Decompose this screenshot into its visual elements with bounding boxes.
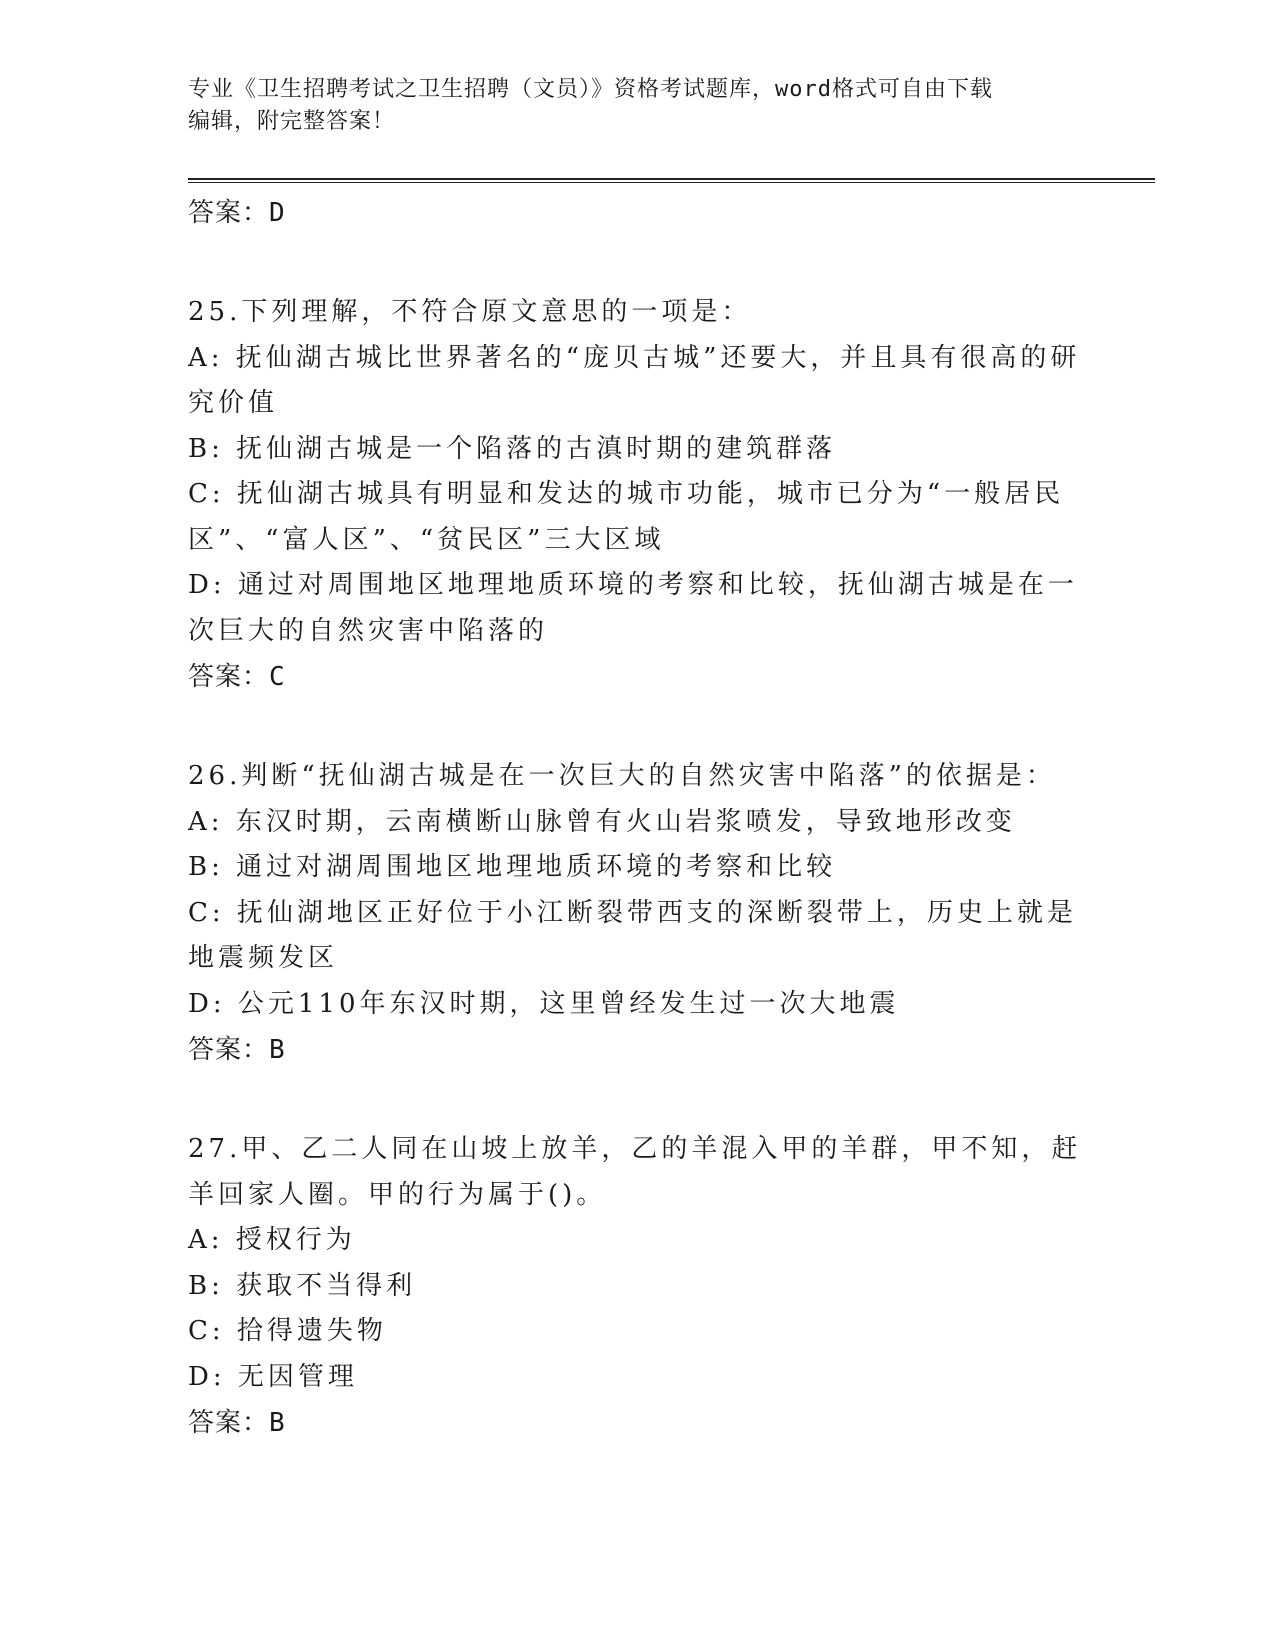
header-line-2: 编辑，附完整答案！ xyxy=(188,109,396,134)
question-text: 26.判断“抚仙湖古城是在一次巨大的自然灾害中陷落”的依据是： xyxy=(188,761,1056,791)
option-c: C: 抚仙湖地区正好位于小江断裂带西支的深断裂带上，历史上就是地震频发区 xyxy=(188,897,1077,973)
answer-text: 答案：B xyxy=(188,1408,286,1438)
option-d: D: 公元110年东汉时期，这里曾经发生过一次大地震 xyxy=(188,988,900,1019)
answer-text: 答案：C xyxy=(188,662,286,692)
option-c: C: 拾得遗失物 xyxy=(188,1316,387,1346)
question-list xyxy=(188,190,1088,1446)
previous-answer: 答案：D xyxy=(188,198,286,228)
question-text: 27.甲、乙二人同在山坡上放羊，乙的羊混入甲的羊群，甲不知，赶羊回家人圈。甲的行为属于()。 xyxy=(188,1134,1082,1210)
option-a: A: 抚仙湖古城比世界著名的“庞贝古城”还要大，并且具有很高的研究价值 xyxy=(188,342,1081,418)
option-c: C: 抚仙湖古城具有明显和发达的城市功能，城市已分为“一般居民区”、“富人区”、“贫民区”三大区域 xyxy=(188,479,1065,555)
option-a: A: 授权行为 xyxy=(188,1225,356,1255)
header-divider xyxy=(188,178,1155,183)
document-header xyxy=(188,74,1068,138)
question-text: 25.下列理解，不符合原文意思的一项是： xyxy=(188,297,752,327)
option-d: D: 无因管理 xyxy=(188,1361,358,1392)
option-d: D: 通过对周围地区地理地质环境的考察和比较，抚仙湖古城是在一次巨大的自然灾害中陷落的 xyxy=(188,570,1078,646)
question-block xyxy=(188,290,1088,700)
answer-text: 答案：B xyxy=(188,1035,286,1065)
question-block xyxy=(188,1127,1088,1446)
header-line-1: 专业《卫生招聘考试之卫生招聘（文员）》资格考试题库，word格式可自由下载 xyxy=(188,77,993,102)
question-block xyxy=(188,754,1088,1073)
option-b: B: 获取不当得利 xyxy=(188,1270,417,1301)
option-b: B: 抚仙湖古城是一个陷落的古滇时期的建筑群落 xyxy=(188,433,837,464)
option-a: A: 东汉时期，云南横断山脉曾有火山岩浆喷发，导致地形改变 xyxy=(188,806,1016,837)
option-b: B: 通过对湖周围地区地理地质环境的考察和比较 xyxy=(188,852,837,882)
